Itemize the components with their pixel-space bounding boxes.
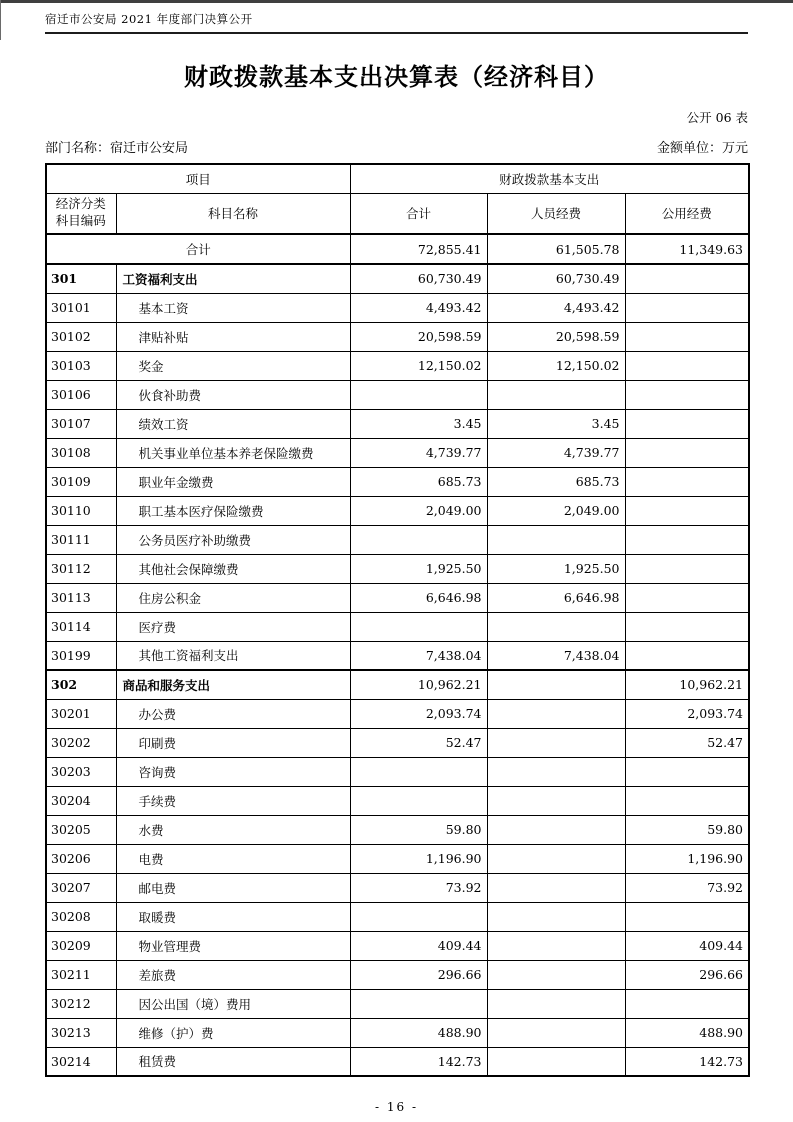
table-row — [46, 989, 749, 1018]
col-group-fiscal: 财政拨款基本支出 — [350, 164, 749, 193]
section-row — [46, 264, 749, 293]
expenditure-table — [45, 163, 750, 1077]
cell-total: 2,049.00 — [350, 496, 487, 525]
cell-total: 3.45 — [350, 409, 487, 438]
cell-name: 基本工资 — [116, 293, 350, 322]
cell-name: 奖金 — [116, 351, 350, 380]
cell-code: 30108 — [46, 438, 116, 467]
table-header-group-row — [46, 164, 749, 193]
cell-code: 30107 — [46, 409, 116, 438]
table-row — [46, 757, 749, 786]
cell-total — [350, 902, 487, 931]
col-header-name: 科目名称 — [116, 193, 350, 234]
cell-public: 409.44 — [625, 931, 749, 960]
cell-code: 30206 — [46, 844, 116, 873]
cell-code: 30202 — [46, 728, 116, 757]
cell-personnel: 4,739.77 — [487, 438, 625, 467]
cell-personnel — [487, 728, 625, 757]
cell-code: 30204 — [46, 786, 116, 815]
col-header-total: 合计 — [350, 193, 487, 234]
cell-personnel — [487, 786, 625, 815]
col-header-code-line1: 经济分类 — [55, 196, 106, 212]
cell-public — [625, 467, 749, 496]
cell-total: 4,493.42 — [350, 293, 487, 322]
col-header-personnel: 人员经费 — [487, 193, 625, 234]
table-row — [46, 699, 749, 728]
cell-public — [625, 641, 749, 670]
section-row — [46, 670, 749, 699]
cell-total — [350, 612, 487, 641]
cell-total: 60,730.49 — [350, 264, 487, 293]
cell-personnel: 6,646.98 — [487, 583, 625, 612]
cell-personnel — [487, 525, 625, 554]
cell-code: 30102 — [46, 322, 116, 351]
cell-name: 租赁费 — [116, 1047, 350, 1076]
col-header-public: 公用经费 — [625, 193, 749, 234]
cell-name: 咨询费 — [116, 757, 350, 786]
table-meta-row — [45, 137, 748, 156]
cell-total: 1,925.50 — [350, 554, 487, 583]
grand-total-row — [46, 234, 749, 264]
cell-code: 30213 — [46, 1018, 116, 1047]
cell-code: 30201 — [46, 699, 116, 728]
cell-personnel — [487, 960, 625, 989]
cell-name: 职工基本医疗保险缴费 — [116, 496, 350, 525]
cell-public — [625, 525, 749, 554]
scan-edge-top — [0, 0, 793, 3]
cell-code: 30205 — [46, 815, 116, 844]
cell-personnel: 4,493.42 — [487, 293, 625, 322]
cell-name: 差旅费 — [116, 960, 350, 989]
cell-name: 电费 — [116, 844, 350, 873]
table-header-row — [46, 193, 749, 234]
cell-total — [350, 525, 487, 554]
cell-code: 30211 — [46, 960, 116, 989]
cell-name: 邮电费 — [116, 873, 350, 902]
cell-name: 商品和服务支出 — [116, 670, 350, 699]
cell-total: 73.92 — [350, 873, 487, 902]
cell-public — [625, 757, 749, 786]
cell-total: 409.44 — [350, 931, 487, 960]
cell-total: 1,196.90 — [350, 844, 487, 873]
cell-public: 11,349.63 — [625, 234, 749, 264]
scan-edge-left — [0, 0, 1, 40]
cell-total: 20,598.59 — [350, 322, 487, 351]
cell-code: 30209 — [46, 931, 116, 960]
cell-personnel: 2,049.00 — [487, 496, 625, 525]
table-row — [46, 728, 749, 757]
cell-code: 30199 — [46, 641, 116, 670]
unit-label: 金额单位：万元 — [656, 141, 748, 156]
table-row — [46, 525, 749, 554]
cell-personnel — [487, 989, 625, 1018]
cell-personnel: 12,150.02 — [487, 351, 625, 380]
table-row — [46, 554, 749, 583]
cell-name: 办公费 — [116, 699, 350, 728]
cell-public: 52.47 — [625, 728, 749, 757]
header-note: 宿迁市公安局 2021 年度部门决算公开 — [45, 12, 253, 26]
cell-total: 296.66 — [350, 960, 487, 989]
table-row — [46, 960, 749, 989]
cell-code: 30113 — [46, 583, 116, 612]
cell-public — [625, 554, 749, 583]
cell-total: 4,739.77 — [350, 438, 487, 467]
cell-personnel — [487, 1047, 625, 1076]
cell-public: 2,093.74 — [625, 699, 749, 728]
cell-name: 水费 — [116, 815, 350, 844]
cell-total: 6,646.98 — [350, 583, 487, 612]
cell-code: 30207 — [46, 873, 116, 902]
cell-personnel — [487, 873, 625, 902]
table-row — [46, 612, 749, 641]
cell-personnel: 7,438.04 — [487, 641, 625, 670]
cell-public: 10,962.21 — [625, 670, 749, 699]
cell-personnel — [487, 380, 625, 409]
cell-code: 30208 — [46, 902, 116, 931]
table-row — [46, 931, 749, 960]
cell-public — [625, 293, 749, 322]
cell-public: 59.80 — [625, 815, 749, 844]
cell-code: 30103 — [46, 351, 116, 380]
cell-total: 59.80 — [350, 815, 487, 844]
table-row — [46, 293, 749, 322]
cell-code: 30111 — [46, 525, 116, 554]
table-row — [46, 467, 749, 496]
cell-code: 30110 — [46, 496, 116, 525]
cell-total — [350, 380, 487, 409]
cell-code: 302 — [46, 670, 116, 699]
cell-name: 因公出国（境）费用 — [116, 989, 350, 1018]
table-row — [46, 844, 749, 873]
cell-total-label: 合计 — [46, 234, 350, 264]
cell-total — [350, 757, 487, 786]
cell-public — [625, 380, 749, 409]
page-title: 财政拨款基本支出决算表（经济科目） — [184, 62, 609, 91]
cell-name: 印刷费 — [116, 728, 350, 757]
cell-code: 30114 — [46, 612, 116, 641]
cell-total: 2,093.74 — [350, 699, 487, 728]
table-body — [46, 234, 749, 1076]
cell-code: 30112 — [46, 554, 116, 583]
cell-name: 工资福利支出 — [116, 264, 350, 293]
cell-total: 12,150.02 — [350, 351, 487, 380]
table-code-label: 公开 06 表 — [686, 110, 748, 125]
cell-personnel — [487, 844, 625, 873]
cell-public — [625, 264, 749, 293]
cell-name: 绩效工资 — [116, 409, 350, 438]
cell-personnel — [487, 902, 625, 931]
cell-name: 机关事业单位基本养老保险缴费 — [116, 438, 350, 467]
table-row — [46, 641, 749, 670]
cell-public — [625, 989, 749, 1018]
cell-name: 手续费 — [116, 786, 350, 815]
document-header — [45, 0, 748, 27]
cell-public — [625, 612, 749, 641]
cell-public — [625, 496, 749, 525]
table-row — [46, 380, 749, 409]
cell-name: 其他社会保障缴费 — [116, 554, 350, 583]
table-row — [46, 815, 749, 844]
page-number: - 16 - — [374, 1100, 418, 1114]
col-header-code-line2: 科目编码 — [55, 213, 106, 229]
cell-personnel: 3.45 — [487, 409, 625, 438]
cell-public — [625, 409, 749, 438]
table-row — [46, 1018, 749, 1047]
cell-name: 其他工资福利支出 — [116, 641, 350, 670]
col-header-code — [46, 193, 116, 234]
table-row — [46, 409, 749, 438]
cell-public — [625, 583, 749, 612]
cell-total: 72,855.41 — [350, 234, 487, 264]
cell-public — [625, 438, 749, 467]
cell-personnel — [487, 757, 625, 786]
cell-total: 488.90 — [350, 1018, 487, 1047]
table-row — [46, 1047, 749, 1076]
cell-personnel: 685.73 — [487, 467, 625, 496]
header-rule — [45, 32, 748, 34]
table-row — [46, 786, 749, 815]
cell-personnel — [487, 612, 625, 641]
cell-name: 物业管理费 — [116, 931, 350, 960]
cell-total: 142.73 — [350, 1047, 487, 1076]
cell-name: 公务员医疗补助缴费 — [116, 525, 350, 554]
cell-total: 52.47 — [350, 728, 487, 757]
cell-name: 伙食补助费 — [116, 380, 350, 409]
cell-total: 10,962.21 — [350, 670, 487, 699]
cell-name: 医疗费 — [116, 612, 350, 641]
cell-personnel — [487, 699, 625, 728]
cell-public: 488.90 — [625, 1018, 749, 1047]
cell-name: 维修（护）费 — [116, 1018, 350, 1047]
cell-name: 取暖费 — [116, 902, 350, 931]
cell-total — [350, 989, 487, 1018]
cell-public — [625, 351, 749, 380]
department-label: 部门名称：宿迁市公安局 — [45, 141, 189, 156]
cell-name: 住房公积金 — [116, 583, 350, 612]
col-group-project: 项目 — [46, 164, 350, 193]
cell-code: 30109 — [46, 467, 116, 496]
cell-public: 142.73 — [625, 1047, 749, 1076]
cell-code: 30212 — [46, 989, 116, 1018]
table-row — [46, 438, 749, 467]
cell-total — [350, 786, 487, 815]
cell-total: 7,438.04 — [350, 641, 487, 670]
cell-code: 30101 — [46, 293, 116, 322]
cell-total: 685.73 — [350, 467, 487, 496]
cell-personnel: 60,730.49 — [487, 264, 625, 293]
table-row — [46, 873, 749, 902]
cell-public: 73.92 — [625, 873, 749, 902]
table-row — [46, 351, 749, 380]
cell-personnel — [487, 931, 625, 960]
table-row — [46, 902, 749, 931]
cell-public — [625, 322, 749, 351]
cell-personnel — [487, 1018, 625, 1047]
cell-personnel: 1,925.50 — [487, 554, 625, 583]
cell-public — [625, 902, 749, 931]
cell-name: 津贴补贴 — [116, 322, 350, 351]
cell-personnel: 61,505.78 — [487, 234, 625, 264]
table-row — [46, 322, 749, 351]
cell-public: 1,196.90 — [625, 844, 749, 873]
table-row — [46, 496, 749, 525]
cell-personnel — [487, 670, 625, 699]
cell-code: 30214 — [46, 1047, 116, 1076]
cell-code: 301 — [46, 264, 116, 293]
table-row — [46, 583, 749, 612]
cell-public — [625, 786, 749, 815]
cell-code: 30106 — [46, 380, 116, 409]
cell-code: 30203 — [46, 757, 116, 786]
cell-name: 职业年金缴费 — [116, 467, 350, 496]
cell-public: 296.66 — [625, 960, 749, 989]
cell-personnel — [487, 815, 625, 844]
cell-personnel: 20,598.59 — [487, 322, 625, 351]
